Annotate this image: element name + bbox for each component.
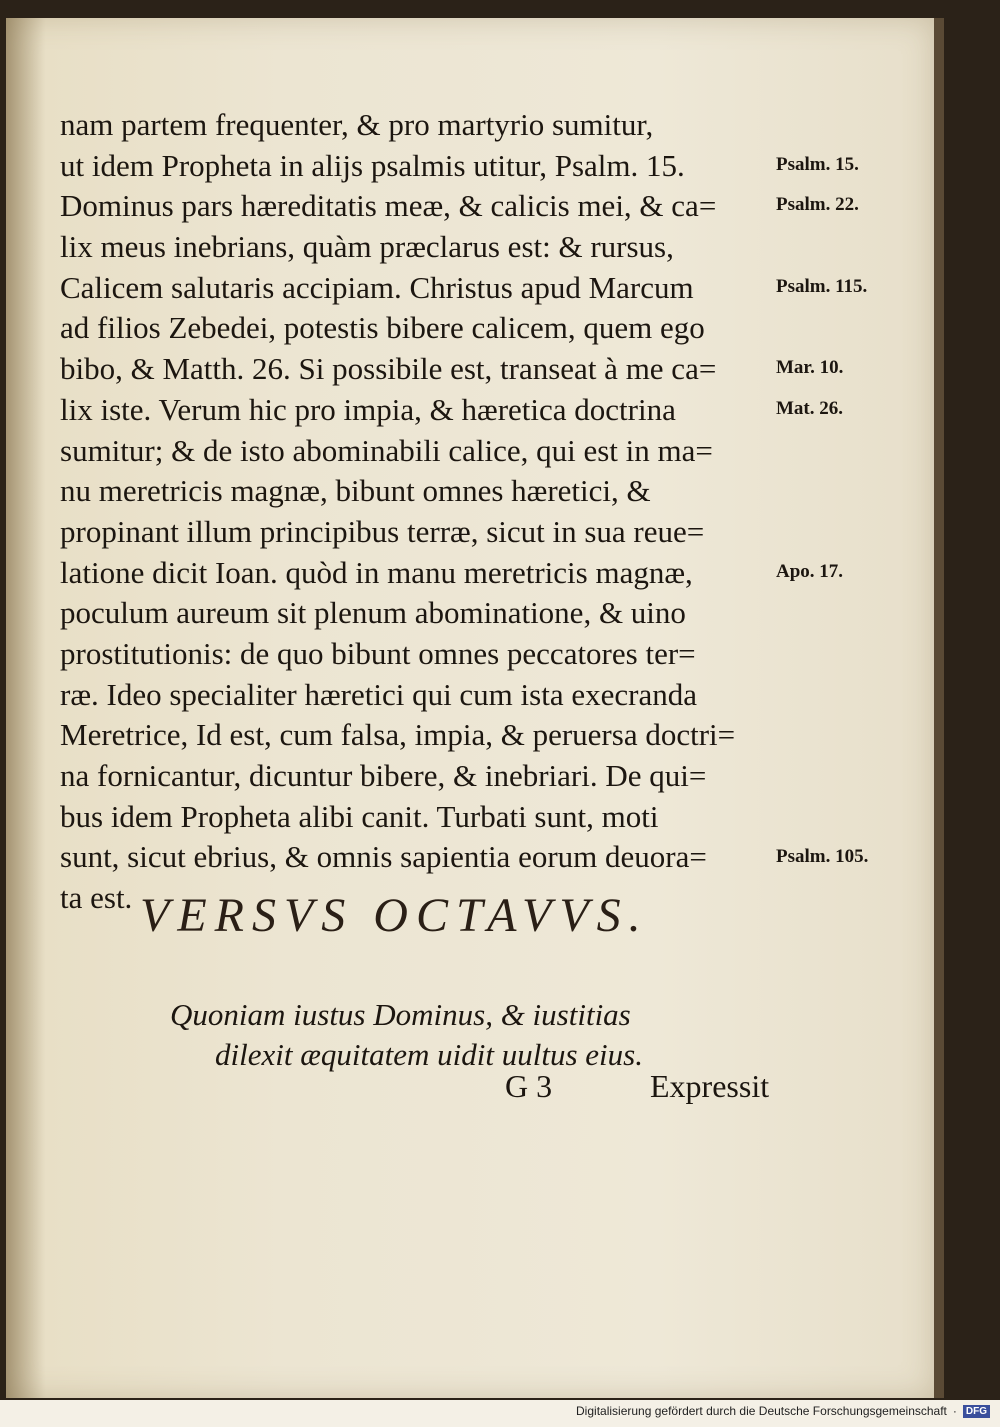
- text-line: Calicem salutaris accipiam. Christus apud Marcum: [60, 269, 694, 305]
- text-line: lix iste. Verum hic pro impia, & hæretica doctrina: [60, 391, 676, 427]
- catchword: Expressit: [650, 1068, 770, 1104]
- text-line: prostitutionis: de quo bibunt omnes peccatores ter=: [60, 635, 696, 671]
- signature-mark: G 3: [505, 1068, 553, 1104]
- text-line: ta est.: [60, 880, 133, 916]
- text-line: ut idem Propheta in alijs psalmis utitur, Psalm. 15.: [60, 147, 685, 183]
- gutter-shadow: [6, 18, 46, 1398]
- page-edge: [934, 18, 944, 1398]
- text-line: lix meus inebrians, quàm præclarus est: & rursus,: [60, 229, 674, 265]
- marginal-note: Mar. 10.: [776, 357, 844, 379]
- verse-line: Quoniam iustus Dominus, & iustitias: [170, 997, 631, 1032]
- text-line: Dominus pars hæreditatis meæ, & calicis mei, & ca=: [60, 188, 717, 224]
- text-line: bibo, & Matth. 26. Si possibile est, transeat à me ca=: [60, 351, 717, 387]
- section-heading: VERSVS OCTAVVS.: [140, 889, 649, 942]
- marginal-note: Psalm. 105.: [776, 845, 869, 867]
- digitization-credit: Digitalisierung gefördert durch die Deutsche Forschungsgemeinschaft · DFG: [576, 1404, 990, 1418]
- text-line: sumitur; & de isto abominabili calice, qui est in ma=: [60, 432, 713, 468]
- verse-line: dilexit æquitatem uidit uultus eius.: [215, 1037, 643, 1072]
- marginal-note: Psalm. 22.: [776, 194, 859, 216]
- text-line: latione dicit Ioan. quòd in manu meretricis magnæ,: [60, 554, 693, 590]
- verse-quote: [170, 995, 643, 1075]
- text-line: sunt, sicut ebrius, & omnis sapientia eorum deuora=: [60, 839, 707, 875]
- marginal-note: Apo. 17.: [776, 560, 844, 582]
- text-line: nu meretricis magnæ, bibunt omnes hæretici, &: [60, 473, 651, 509]
- marginal-note: Psalm. 15.: [776, 153, 859, 175]
- marginal-note: Psalm. 115.: [776, 275, 868, 297]
- text-line: nam partem frequenter, & pro martyrio sumitur,: [60, 107, 654, 142]
- text-line: bus idem Propheta alibi canit. Turbati sunt, moti: [60, 798, 659, 834]
- text-line: Meretrice, Id est, cum falsa, impia, & peruersa doctri=: [60, 717, 736, 753]
- marginal-note: Mat. 26.: [776, 397, 844, 419]
- text-line: ræ. Ideo specialiter hæretici qui cum ista execranda: [60, 676, 697, 712]
- dfg-logo: DFG: [963, 1405, 990, 1418]
- text-line: propinant illum principibus terræ, sicut in sua reue=: [60, 513, 705, 549]
- body-text: [60, 105, 770, 919]
- text-line: na fornicantur, dicuntur bibere, & inebriari. De qui=: [60, 758, 707, 793]
- text-line: poculum aureum sit plenum abominatione, & uino: [60, 595, 686, 631]
- text-line: ad filios Zebedei, potestis bibere calicem, quem ego: [60, 310, 705, 346]
- credit-text: Digitalisierung gefördert durch die Deutsche Forschungsgemeinschaft: [576, 1404, 947, 1418]
